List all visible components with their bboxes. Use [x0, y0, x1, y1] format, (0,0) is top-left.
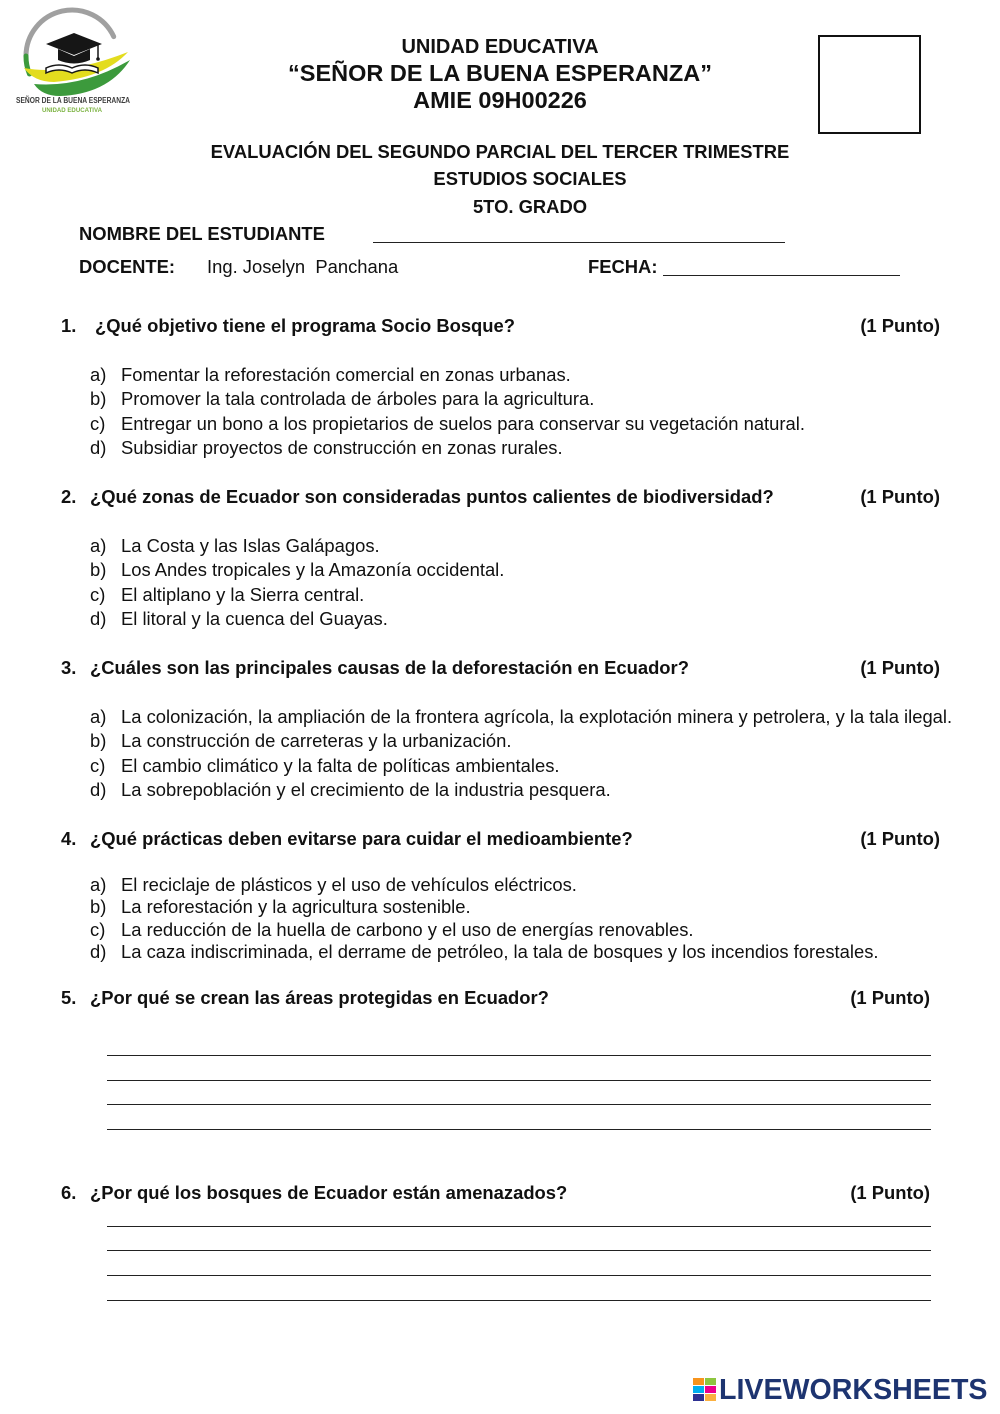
question-points: (1 Punto) — [860, 315, 940, 336]
teacher-label: DOCENTE: — [79, 256, 176, 277]
option-text: La construcción de carreteras y la urbanización. — [121, 730, 512, 751]
option-a[interactable] — [90, 535, 380, 557]
option-letter: b) — [90, 388, 107, 409]
question-number: 4. — [61, 828, 77, 849]
option-letter: d) — [90, 779, 107, 800]
option-c[interactable] — [90, 755, 560, 777]
date-label: FECHA: — [588, 256, 658, 277]
option-d[interactable] — [90, 437, 563, 459]
question-number: 1. — [61, 315, 77, 336]
option-text: La reducción de la huella de carbono y el uso de energías renovables. — [121, 919, 694, 940]
option-text: El litoral y la cuenca del Guayas. — [121, 608, 388, 629]
option-text: Los Andes tropicales y la Amazonía occidental. — [121, 559, 505, 580]
option-text: Fomentar la reforestación comercial en zonas urbanas. — [121, 364, 571, 385]
answer-line[interactable] — [107, 1104, 931, 1105]
option-c[interactable] — [90, 584, 364, 606]
option-letter: a) — [90, 706, 107, 727]
liveworksheets-icon — [693, 1378, 717, 1402]
question-text: ¿Qué prácticas deben evitarse para cuidar el medioambiente? — [90, 828, 633, 849]
question-points: (1 Punto) — [850, 1182, 930, 1203]
amie-code: AMIE 09H00226 — [413, 87, 587, 113]
option-text: El altiplano y la Sierra central. — [121, 584, 365, 605]
option-text: Promover la tala controlada de árboles para la agricultura. — [121, 388, 595, 409]
option-c[interactable] — [90, 413, 805, 435]
question-points: (1 Punto) — [860, 486, 940, 507]
student-name-field[interactable] — [373, 242, 785, 243]
option-a[interactable] — [90, 874, 577, 896]
option-text: Entregar un bono a los propietarios de suelos para conservar su vegetación natural. — [121, 413, 805, 434]
option-text: La colonización, la ampliación de la frontera agrícola, la explotación minera y petrolera, y la tala ilegal. — [121, 706, 953, 727]
answer-line[interactable] — [107, 1226, 931, 1227]
exam-grade: 5TO. GRADO — [472, 196, 588, 217]
option-text: El reciclaje de plásticos y el uso de vehículos eléctricos. — [121, 874, 577, 895]
option-text: La sobrepoblación y el crecimiento de la industria pesquera. — [121, 779, 611, 800]
option-letter: c) — [90, 755, 106, 776]
option-b[interactable] — [90, 896, 471, 918]
option-c[interactable] — [90, 919, 694, 941]
option-b[interactable] — [90, 730, 512, 752]
answer-line[interactable] — [107, 1250, 931, 1251]
option-d[interactable] — [90, 608, 388, 630]
option-letter: b) — [90, 730, 107, 751]
logo-name-text: SEÑOR DE LA BUENA ESPERANZA — [16, 96, 131, 105]
option-d[interactable] — [90, 779, 611, 801]
option-letter: c) — [90, 413, 106, 434]
photo-box — [818, 35, 921, 134]
answer-line[interactable] — [107, 1080, 931, 1081]
teacher-name: Ing. Joselyn Panchana — [207, 256, 399, 277]
option-letter: d) — [90, 437, 107, 458]
question-number: 2. — [61, 486, 77, 507]
question-points: (1 Punto) — [850, 987, 930, 1008]
question-points: (1 Punto) — [860, 828, 940, 849]
logo-subtitle-text: UNIDAD EDUCATIVA — [42, 107, 103, 114]
question-text: ¿Cuáles son las principales causas de la deforestación en Ecuador? — [90, 657, 689, 678]
question-points: (1 Punto) — [860, 657, 940, 678]
institution-name: “SEÑOR DE LA BUENA ESPERANZA” — [288, 60, 712, 86]
option-letter: b) — [90, 559, 107, 580]
option-text: La caza indiscriminada, el derrame de petróleo, la tala de bosques y los incendios forestales. — [121, 941, 879, 962]
option-letter: a) — [90, 364, 107, 385]
student-name-label: NOMBRE DEL ESTUDIANTE — [79, 223, 325, 244]
option-d[interactable] — [90, 941, 879, 963]
option-letter: d) — [90, 608, 107, 629]
question-number: 3. — [61, 657, 77, 678]
question-number: 6. — [61, 1182, 77, 1203]
option-text: Subsidiar proyectos de construcción en zonas rurales. — [121, 437, 563, 458]
option-a[interactable] — [90, 706, 952, 728]
option-text: El cambio climático y la falta de políticas ambientales. — [121, 755, 560, 776]
exam-subject: ESTUDIOS SOCIALES — [433, 168, 627, 189]
question-number: 5. — [61, 987, 77, 1008]
question-text: ¿Qué objetivo tiene el programa Socio Bosque? — [95, 315, 515, 336]
option-text: La Costa y las Islas Galápagos. — [121, 535, 380, 556]
date-field[interactable] — [663, 275, 900, 276]
option-letter: c) — [90, 584, 106, 605]
exam-title: EVALUACIÓN DEL SEGUNDO PARCIAL DEL TERCER TRIMESTRE — [210, 141, 790, 162]
question-text: ¿Qué zonas de Ecuador son consideradas puntos calientes de biodiversidad? — [90, 486, 774, 507]
option-letter: a) — [90, 874, 107, 895]
option-letter: a) — [90, 535, 107, 556]
answer-line[interactable] — [107, 1275, 931, 1276]
answer-line[interactable] — [107, 1055, 931, 1056]
institution-type: UNIDAD EDUCATIVA — [401, 36, 599, 58]
option-a[interactable] — [90, 364, 571, 386]
option-letter: b) — [90, 896, 107, 917]
option-b[interactable] — [90, 559, 504, 581]
answer-line[interactable] — [107, 1129, 931, 1130]
option-letter: c) — [90, 919, 106, 940]
liveworksheets-wordmark[interactable]: LIVEWORKSHEETS — [719, 1374, 988, 1406]
option-b[interactable] — [90, 388, 594, 410]
question-text: ¿Por qué los bosques de Ecuador están amenazados? — [90, 1182, 568, 1203]
option-letter: d) — [90, 941, 107, 962]
question-text: ¿Por qué se crean las áreas protegidas en Ecuador? — [90, 987, 549, 1008]
answer-line[interactable] — [107, 1300, 931, 1301]
option-text: La reforestación y la agricultura sostenible. — [121, 896, 471, 917]
